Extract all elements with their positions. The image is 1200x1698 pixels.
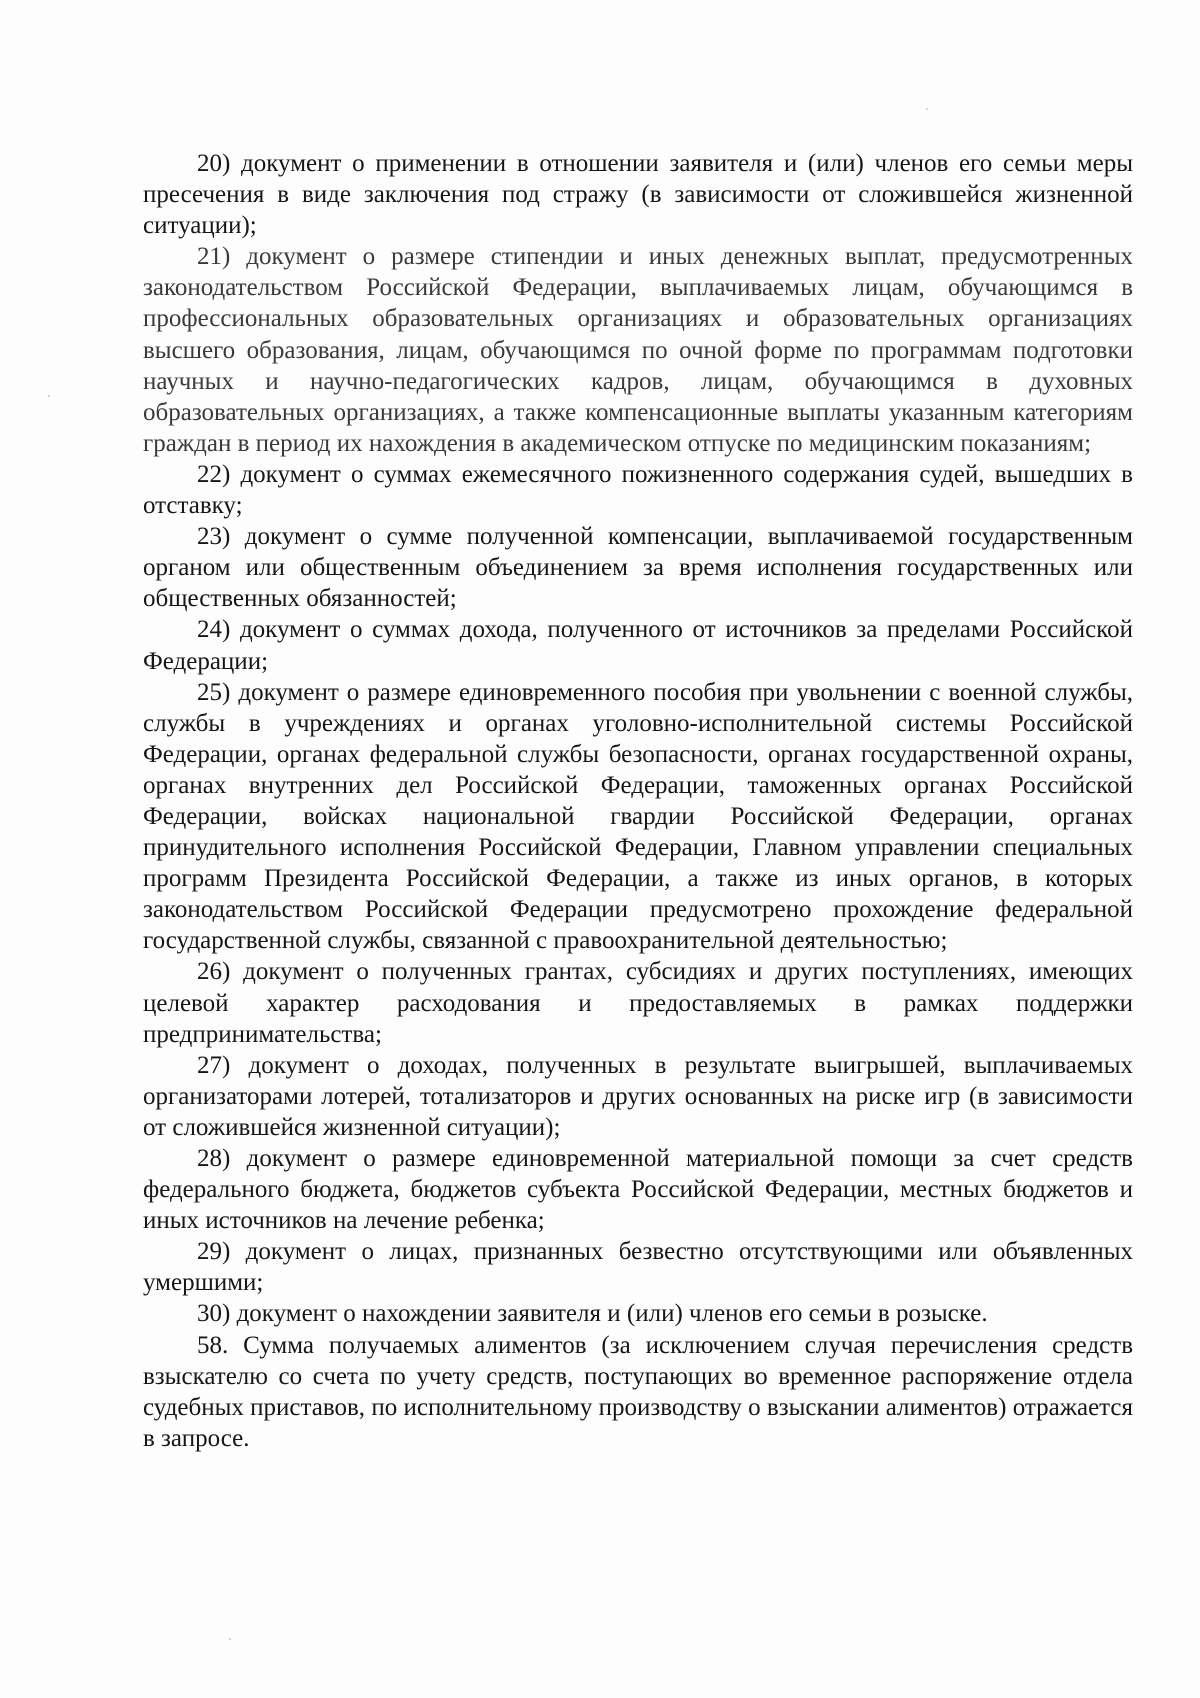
- paragraph-item-30: 30) документ о нахождении заявителя и (или) членов его семьи в розыске.: [197, 1300, 988, 1328]
- paragraph-item-23: 23) документ о сумме полученной компенсации, выплачиваемой государственным органом или общественным объединением за время исполнения государственных или общественных обязанностей;: [143, 523, 1133, 613]
- scan-speck: [48, 395, 50, 397]
- scan-speck: [229, 1638, 231, 1640]
- paragraph-item-26: 26) документ о полученных грантах, субсидиях и других поступлениях, имеющих целевой характер расходования и предоставляемых в рамках поддержки предпринимательства;: [143, 958, 1133, 1048]
- document-body: [143, 148, 1133, 1454]
- paragraph-item-28: 28) документ о размере единовременной материальной помощи за счет средств федерального бюджета, бюджетов субъекта Российской Федерации, местных бюджетов и иных источников на лечение ребенка;: [143, 1145, 1133, 1235]
- paragraph-item-25: 25) документ о размере единовременного пособия при увольнении с военной службы, службы в учреждениях и органах уголовно-исполнительной системы Российской Федерации, органах федеральной службы безопасности, органах государственной охраны, органах внутренних дел Российской Федерации, таможенных органах Российской Федерации, войсках национальной гвардии Российской Федерации, органах принудительного исполнения Российской Федерации, Главном управлении специальных программ Президента Российской Федерации, а также из иных органов, в которых законодательством Российской Федерации предусмотрено прохождение федеральной государственной службы, связанной с правоохранительной деятельностью;: [143, 678, 1133, 955]
- paragraph-item-22: 22) документ о суммах ежемесячного пожизненного содержания судей, вышедших в отставку;: [143, 460, 1133, 520]
- paragraph-item-27: 27) документ о доходах, полученных в результате выигрышей, выплачиваемых организаторами лотерей, тотализаторов и других основанных на риске игр (в зависимости от сложившейся жизненной ситуации);: [143, 1051, 1133, 1141]
- paragraph-point-58: 58. Сумма получаемых алиментов (за исключением случая перечисления средств взыскателю со счета по учету средств, поступающих во временное распоряжение отдела судебных приставов, по исполнительному производству о взыскании алиментов) отражается в запросе.: [143, 1331, 1133, 1452]
- paragraph-item-24: 24) документ о суммах дохода, полученного от источников за пределами Российской Федерации;: [143, 616, 1133, 675]
- paragraph-item-29: 29) документ о лицах, признанных безвестно отсутствующими или объявленных умершими;: [143, 1238, 1133, 1297]
- paragraph-item-21: 21) документ о размере стипендии и иных денежных выплат, предусмотренных законодательством Российской Федерации, выплачиваемых лицам, обучающимся в профессиональных образовательных организациях и образовательных организациях высшего образования, лицам, обучающимся по очной форме по программам подготовки научных и научно-педагогических кадров, лицам, обучающимся в духовных образовательных организациях, а также компенсационные выплаты указанным категориям граждан в период их нахождения в академическом отпуске по медицинским показаниям;: [143, 243, 1133, 457]
- scan-speck: [926, 108, 928, 110]
- paragraph-item-20: 20) документ о применении в отношении заявителя и (или) членов его семьи меры пресечения в виде заключения под стражу (в зависимости от сложившейся жизненной ситуации);: [143, 150, 1133, 240]
